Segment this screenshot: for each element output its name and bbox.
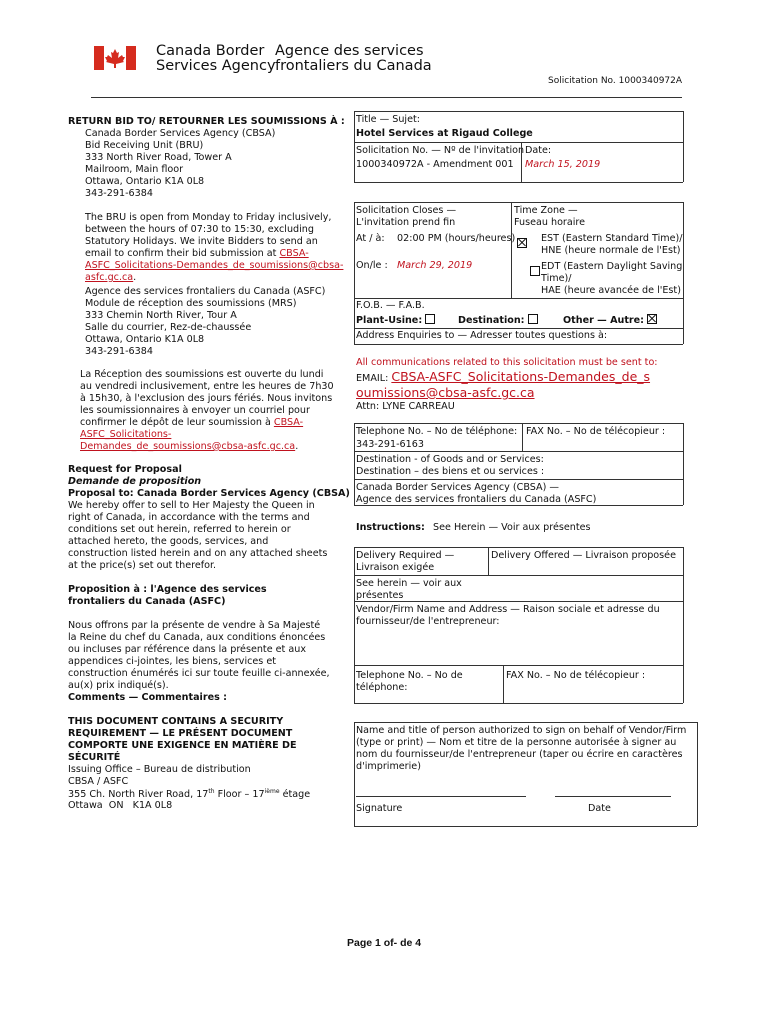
rule xyxy=(354,722,697,723)
rule xyxy=(354,826,697,827)
instructions-label: Instructions: xyxy=(356,522,425,533)
date-sig-label: Date xyxy=(588,803,611,814)
rule xyxy=(354,575,683,576)
enquiries-label: Address Enquiries to — Adresser toutes questions à: xyxy=(356,330,608,341)
rule xyxy=(354,111,355,182)
proposal-body-fr: Nous offrons par la présente de vendre à Sa Majesté la Reine du chef du Canada, aux conditions énoncées ou incluses par référence dans la présente et aux appendices ci-jointes, les biens, services et construction énumérés ici sur toute feuille ci-annexée, au(x) prix indiqué(s). xyxy=(68,620,330,691)
other-option xyxy=(563,314,657,326)
vendor-label: Vendor/Firm Name and Address — Raison sociale et adresse du fournisseur/de l'entrepreneur: xyxy=(356,604,660,627)
rule xyxy=(354,505,683,506)
auth-label: Name and title of person authorized to sign on behalf of Vendor/Firm (type or print) — Nom et titre de la personne autorisée à signer au nom du fournisseur/de l'entrepreneur (taper ou écrire en caractères d'imprimerie) xyxy=(356,725,687,772)
proposition-heading: Proposition à : l'Agence des services frontaliers du Canada (ASFC) xyxy=(68,584,267,607)
rule xyxy=(354,665,683,666)
address-en: Canada Border Services Agency (CBSA) Bid Receiving Unit (BRU) 333 North River Road, Tower A Mailroom, Main floor Ottawa, Ontario K1A 0L8 343-291-6384 xyxy=(85,128,276,199)
rule xyxy=(511,202,512,298)
title-value: Hotel Services at Rigaud College xyxy=(356,128,533,139)
issuing-sup-en: th xyxy=(208,788,215,795)
rule xyxy=(354,423,355,505)
tz-edt-checkbox[interactable] xyxy=(530,266,540,276)
rule xyxy=(354,547,683,548)
plant-checkbox[interactable] xyxy=(425,314,435,324)
rule xyxy=(522,423,523,451)
tz-edt: EDT (Eastern Daylight Saving Time)/ HAE (heure avancée de l'Est) xyxy=(541,261,683,296)
issuing-city: Ottawa ON K1A 0L8 xyxy=(68,800,173,811)
vendor-tel-label: Telephone No. – No de téléphone: xyxy=(356,670,463,693)
rule xyxy=(354,601,683,602)
header-rule xyxy=(91,97,682,98)
rule xyxy=(697,722,698,826)
agency-name-fr: Agence des services frontaliers du Canada xyxy=(275,43,432,74)
at-label: At / à: xyxy=(356,233,385,244)
tz-est: EST (Eastern Standard Time)/ HNE (heure normale de l'Est) xyxy=(541,233,683,256)
rule xyxy=(354,423,683,424)
destination-text: Destination: xyxy=(458,315,525,326)
rfp-en: Request for Proposal xyxy=(68,464,182,475)
sol-no-label: Solicitation No. — Nº de l'invitation xyxy=(356,145,525,156)
on-value: March 29, 2019 xyxy=(397,260,473,271)
canada-flag-icon xyxy=(94,46,136,70)
agency-name-en: Canada Border Services Agency xyxy=(156,43,276,74)
rule xyxy=(354,182,683,183)
dest-value: Canada Border Services Agency (CBSA) — Agence des services frontaliers du Canada (ASFC) xyxy=(356,482,597,505)
plant-label xyxy=(356,314,435,326)
on-label: On/le : xyxy=(356,260,388,271)
issuing-label: Issuing Office – Bureau de distribution xyxy=(68,764,251,775)
rule xyxy=(354,344,683,345)
fob-label: F.O.B. — F.A.B. xyxy=(356,300,425,311)
rule xyxy=(354,451,683,452)
title-label: Title — Sujet: xyxy=(356,114,420,125)
at-value: 02:00 PM (hours/heures) xyxy=(397,233,516,244)
rule xyxy=(354,142,683,143)
bru-hours: The BRU is open from Monday to Friday inclusively, between the hours of 07:30 to 15:30, excluding Statutory Holidays. We invite Bidders to send an email to confirm their bid submission at CBSA-ASFC_Solicitations-Demandes_de_soumissions@cbsa-asfc.gc.ca. xyxy=(85,212,344,283)
bru-email-link[interactable]: CBSA-ASFC_Solicitations-Demandes_de_soumissions@cbsa-asfc.gc.ca xyxy=(85,248,344,283)
vendor-fax-label: FAX No. – No de télécopieur : xyxy=(506,670,646,681)
rule xyxy=(354,298,683,299)
rule xyxy=(354,328,683,329)
return-heading: RETURN BID TO/ RETOURNER LES SOUMISSIONS À : xyxy=(68,116,345,127)
solicitation-ref: Solicitation No. 1000340972A xyxy=(548,76,683,86)
comments-label: Comments — Commentaires : xyxy=(68,692,227,703)
rule xyxy=(354,722,355,826)
contact-email-link[interactable]: CBSA-ASFC_Solicitations-Demandes_de_soumissions@cbsa-asfc.gc.ca xyxy=(356,369,651,400)
security-note: THIS DOCUMENT CONTAINS A SECURITY REQUIREMENT — LE PRÉSENT DOCUMENT COMPORTE UNE EXIGENCE EN MATIÈRE DE SÉCURITÉ xyxy=(68,716,297,763)
rule xyxy=(503,665,504,703)
tz-est-checkbox[interactable] xyxy=(517,238,527,248)
bru-hours-text: The BRU is open from Monday to Friday inclusively, between the hours of 07:30 to 15:30, excluding Statutory Holidays. We invite Bidders to send an email to confirm their bid submission at xyxy=(85,212,332,259)
delivery-required-value: See herein — voir aux présentes xyxy=(356,578,462,601)
instructions-value: See Herein — Voir aux présentes xyxy=(433,522,591,533)
signature-label: Signature xyxy=(356,803,403,814)
proposal-body-en: We hereby offer to sell to Her Majesty the Queen in right of Canada, in accordance with the terms and conditions set out herein, referred to herein or attached hereto, the goods, services, and construction listed herein and on any attached sheets at the price(s) set out therefor. xyxy=(68,500,328,571)
delivery-required-label: Delivery Required — Livraison exigée xyxy=(356,550,455,573)
mrs-email-link[interactable]: CBSA-ASFC_Solicitations-Demandes_de_soumissions@cbsa-asfc.gc.ca xyxy=(80,417,304,452)
fax-label: FAX No. – No de télécopieur : xyxy=(526,426,666,437)
issuing-addr-part: 355 Ch. North River Road, 17 xyxy=(68,789,209,801)
date-label: Date: xyxy=(525,145,552,156)
tel-value: 343-291-6163 xyxy=(356,439,424,450)
contact-email-block xyxy=(356,369,656,401)
rule xyxy=(354,202,683,203)
other-text: Other — Autre: xyxy=(563,315,644,326)
rule xyxy=(683,547,684,703)
rule xyxy=(354,479,683,480)
tel-label: Telephone No. – No de téléphone: xyxy=(356,426,518,437)
comm-note: All communications related to this solicitation must be sent to: xyxy=(356,357,658,368)
page-number: Page 1 of- de 4 xyxy=(347,937,422,949)
issuing-addr-part: Floor – 17 xyxy=(214,789,265,801)
rule xyxy=(354,111,683,112)
rule xyxy=(683,423,684,505)
rfp-fr: Demande de proposition xyxy=(68,476,202,487)
rule xyxy=(683,202,684,344)
date-value: March 15, 2019 xyxy=(525,159,601,170)
dest-goods-label: Destination - of Goods and or Services: Destination – des biens et ou services : xyxy=(356,454,545,477)
attn: Attn: LYNE CARREAU xyxy=(356,401,455,412)
rule xyxy=(354,703,683,704)
rule xyxy=(521,142,522,182)
rule xyxy=(683,111,684,182)
address-fr: Agence des services frontaliers du Canada (ASFC) Module de réception des soumissions (MRS) 333 Chemin North River, Tour A Salle du courrier, Rez-de-chaussée Ottawa, Ontario K1A 0L8 343-291-6384 xyxy=(85,286,326,357)
rule xyxy=(354,202,355,344)
signature-line[interactable] xyxy=(356,796,526,797)
plant-text: Plant-Usine: xyxy=(356,315,423,326)
destination-checkbox[interactable] xyxy=(528,314,538,324)
date-line[interactable] xyxy=(555,796,671,797)
delivery-offered-label: Delivery Offered — Livraison proposée xyxy=(491,550,676,561)
issuing-sup-fr: ième xyxy=(264,788,280,795)
email-label: EMAIL: xyxy=(356,373,392,384)
other-checkbox[interactable] xyxy=(647,314,657,324)
rule xyxy=(354,547,355,703)
sol-no-value: 1000340972A - Amendment 001 xyxy=(356,159,514,170)
mrs-hours: La Réception des soumissions est ouverte du lundi au vendredi inclusivement, entre les heures de 7h30 à 15h30, à l'exclusion des jours fériés. Nous invitons les soumissionnaires à envoyer un courriel pour confirmer le dépôt de leur soumission à CBSA-ASFC_Solicitations-Demandes_de_soumissions@cbsa-asfc.gc.ca. xyxy=(80,369,334,452)
issuing-addr-part: étage xyxy=(279,789,311,801)
destination-option xyxy=(458,314,538,326)
rule xyxy=(488,547,489,575)
closes-label: Solicitation Closes — L'invitation prend fin xyxy=(356,205,457,228)
proposal-to: Proposal to: Canada Border Services Agency (CBSA) xyxy=(68,488,350,499)
issuing-address xyxy=(68,788,310,800)
tz-label: Time Zone — Fuseau horaire xyxy=(514,205,586,228)
issuing-org: CBSA / ASFC xyxy=(68,776,129,787)
mrs-hours-text: La Réception des soumissions est ouverte du lundi au vendredi inclusivement, entre les heures de 7h30 à 15h30, à l'exclusion des jours fériés. Nous invitons les soumissionnaires à envoyer un courriel pour confirmer le dépôt de leur soumission à xyxy=(80,369,334,428)
